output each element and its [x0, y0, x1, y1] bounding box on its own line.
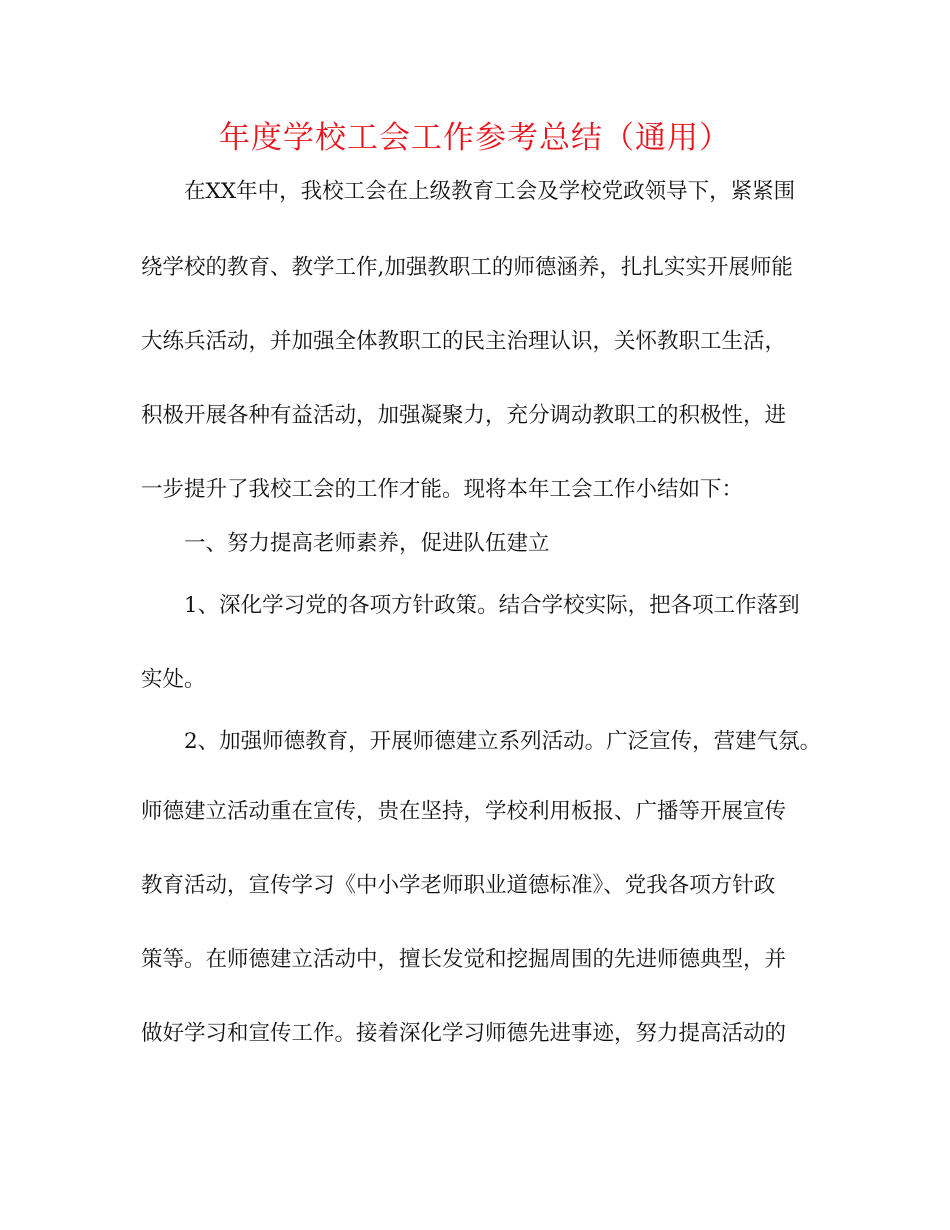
paragraph-line-8: 实处。: [141, 667, 206, 692]
document-title: 年度学校工会工作参考总结（通用）: [219, 120, 731, 156]
paragraph-line-2: 绕学校的教育、教学工作,加强教职工的师德涵养，扎扎实实开展师能: [141, 255, 793, 280]
paragraph-line-9: 2、加强师德教育，开展师德建立系列活动。广泛宣传，营建气氛。: [184, 729, 822, 754]
paragraph-line-5: 一步提升了我校工会的工作才能。现将本年工会工作小结如下：: [141, 477, 744, 502]
paragraph-line-3: 大练兵活动，并加强全体教职工的民主治理认识，关怀教职工生活，: [141, 329, 787, 354]
paragraph-line-10: 师德建立活动重在宣传，贵在坚持，学校利用板报、广播等开展宣传: [141, 799, 787, 824]
paragraph-line-1: 在XX年中，我校工会在上级教育工会及学校党政领导下，紧紧围: [184, 179, 796, 204]
paragraph-line-13: 做好学习和宣传工作。接着深化学习师德先进事迹，努力提高活动的: [141, 1021, 787, 1046]
section-heading-1: 一、努力提高老师素养，促进队伍建立: [184, 531, 550, 556]
paragraph-line-12: 策等。在师德建立活动中，擅长发觉和挖掘周围的先进师德典型，并: [141, 947, 787, 972]
paragraph-line-4: 积极开展各种有益活动，加强凝聚力，充分调动教职工的积极性，进: [141, 403, 787, 428]
paragraph-line-11: 教育活动，宣传学习《中小学老师职业道德标准》、党我各项方针政: [141, 873, 776, 898]
paragraph-line-7: 1、深化学习党的各项方针政策。结合学校实际，把各项工作落到: [184, 593, 800, 618]
